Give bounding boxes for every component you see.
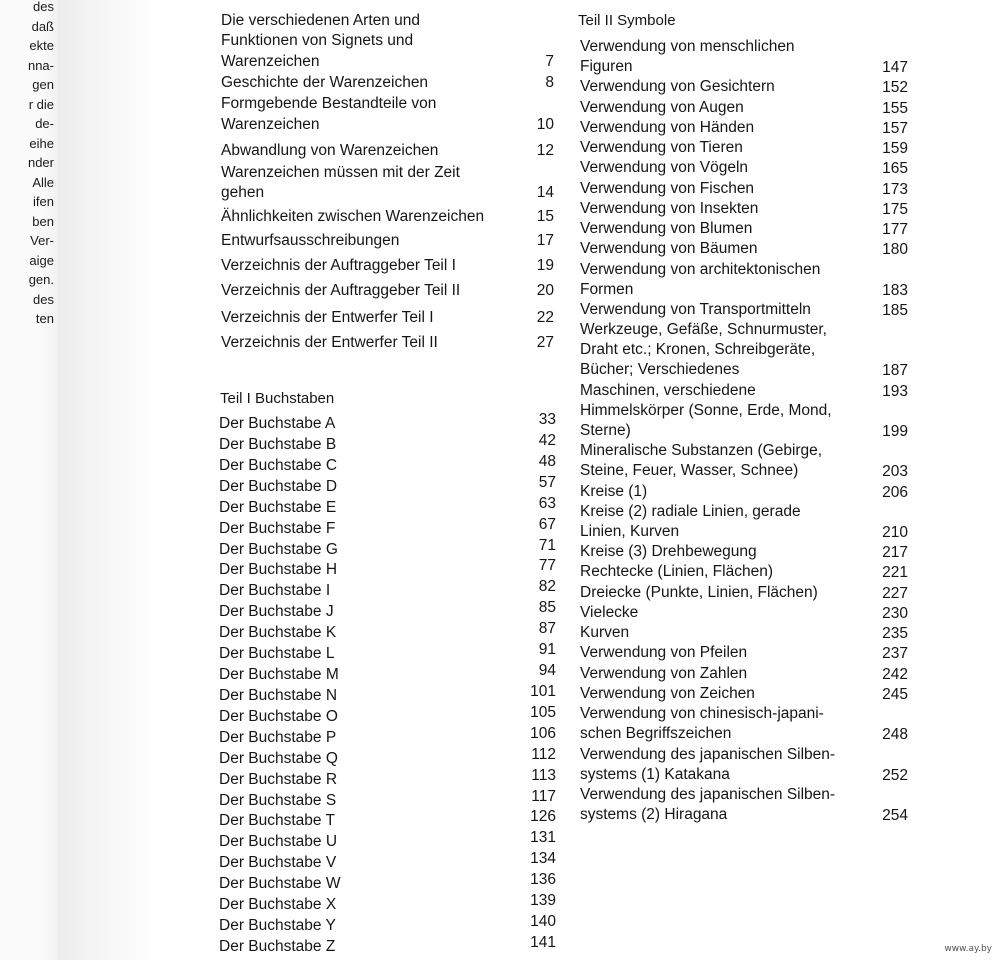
toc-entry-page: 227 bbox=[882, 584, 908, 602]
left-page-fragment: aige bbox=[29, 252, 54, 268]
toc-entry-title: Kreise (1) bbox=[580, 482, 648, 500]
toc-entry-title: Figuren bbox=[580, 58, 633, 76]
toc-entry-title: Kreise (3) Drehbewegung bbox=[580, 543, 757, 561]
toc-entry-page: 91 bbox=[538, 641, 556, 659]
toc-entry-page: 71 bbox=[538, 536, 556, 554]
toc-entry-title: Verzeichnis der Auftraggeber Teil II bbox=[221, 282, 461, 299]
toc-entry-page: 17 bbox=[536, 232, 554, 249]
toc-entry-title: Verwendung von Gesichtern bbox=[580, 78, 775, 96]
toc-entry-page: 131 bbox=[530, 829, 556, 847]
toc-entry-title: Verwendung von Transportmitteln bbox=[580, 300, 811, 318]
toc-entry-title: Verzeichnis der Entwerfer Teil I bbox=[221, 309, 434, 326]
toc-entry-title: Der Buchstabe X bbox=[219, 896, 337, 914]
toc-entry-page: 106 bbox=[530, 724, 556, 742]
toc-entry-page: 165 bbox=[882, 160, 908, 178]
toc-entry-title: Der Buchstabe B bbox=[219, 435, 337, 453]
toc-entry-title: Verwendung des japanischen Silben- bbox=[580, 785, 836, 803]
toc-entry-title: Der Buchstabe J bbox=[219, 603, 334, 621]
toc-entry-title: Verwendung des japanischen Silben- bbox=[580, 745, 836, 763]
toc-entry-page: 27 bbox=[536, 334, 554, 351]
toc-entry-title: Himmelskörper (Sonne, Erde, Mond, bbox=[580, 401, 832, 419]
left-page-fragment: daß bbox=[31, 18, 54, 34]
toc-entry-page: 101 bbox=[530, 682, 556, 700]
left-page-fragment: nder bbox=[27, 155, 54, 170]
toc-entry-page: 22 bbox=[536, 309, 554, 326]
left-page-fragment: r die bbox=[28, 96, 54, 112]
toc-entry-title: Verzeichnis der Entwerfer Teil II bbox=[221, 334, 438, 351]
toc-entry-title: Der Buchstabe C bbox=[219, 456, 338, 474]
toc-entry-page: 117 bbox=[531, 787, 556, 805]
toc-entry-title: Der Buchstabe H bbox=[219, 561, 338, 579]
toc-entry-page: 20 bbox=[536, 282, 554, 299]
toc-entry-page: 175 bbox=[882, 200, 908, 218]
toc-entry-title: Verwendung von Zahlen bbox=[580, 664, 748, 682]
toc-entry-page: 237 bbox=[882, 645, 908, 663]
toc-entry-page: 77 bbox=[538, 557, 556, 575]
toc-entry-title: Der Buchstabe T bbox=[219, 812, 336, 830]
toc-entry-page: 180 bbox=[882, 241, 908, 259]
toc-entry-title: Verzeichnis der Auftraggeber Teil I bbox=[221, 257, 456, 274]
left-page-fragment: Ver- bbox=[30, 233, 54, 248]
toc-entry-title: Der Buchstabe Z bbox=[219, 938, 336, 955]
toc-entry-page: 136 bbox=[530, 871, 556, 889]
toc-entry-page: 185 bbox=[882, 301, 908, 319]
toc-entry-title: Der Buchstabe Q bbox=[219, 749, 338, 767]
toc-entry-title: systems (2) Hiragana bbox=[580, 806, 728, 823]
toc-entry-title: Werkzeuge, Gefäße, Schnurmuster, bbox=[580, 321, 827, 339]
toc-entry-title: Kurven bbox=[580, 624, 630, 642]
toc-entry-title: Vielecke bbox=[580, 603, 639, 621]
toc-entry-page: 141 bbox=[530, 934, 556, 951]
toc-entry-page: 252 bbox=[882, 766, 908, 784]
toc-entry-title: Der Buchstabe L bbox=[219, 645, 335, 663]
toc-entry-page: 147 bbox=[882, 59, 908, 77]
toc-entry-page: 19 bbox=[536, 257, 554, 274]
toc-entry-title: Verwendung von Pfeilen bbox=[580, 644, 748, 662]
toc-entry-page: 12 bbox=[536, 142, 554, 159]
toc-entry-title: Verwendung von Händen bbox=[580, 118, 755, 136]
toc-entry-title: schen Begriffszeichen bbox=[580, 725, 732, 743]
toc-entry-title: gehen bbox=[221, 184, 265, 201]
toc-entry-page: 155 bbox=[882, 99, 908, 117]
toc-entry-page: 14 bbox=[536, 184, 554, 201]
left-page-fragment: eihe bbox=[29, 135, 54, 151]
toc-entry-title: Der Buchstabe I bbox=[219, 582, 331, 600]
toc-entry-title: Bücher; Verschiedenes bbox=[580, 361, 740, 379]
toc-entry-title: Warenzeichen bbox=[221, 116, 320, 133]
toc-entry-page: 206 bbox=[882, 483, 908, 501]
toc-entry-title: Der Buchstabe R bbox=[219, 770, 338, 788]
book-gutter bbox=[58, 0, 154, 960]
toc-entry-title: Verwendung von Vögeln bbox=[580, 159, 749, 177]
toc-entry-title: Der Buchstabe K bbox=[219, 624, 337, 642]
toc-entry-title: Der Buchstabe P bbox=[219, 728, 337, 746]
toc-entry-page: 242 bbox=[882, 665, 908, 683]
toc-entry-title: systems (1) Katakana bbox=[580, 765, 730, 783]
toc-entry-title: Verwendung von Blumen bbox=[580, 220, 753, 238]
toc-entry-title: Warenzeichen müssen mit der Zeit bbox=[221, 164, 460, 181]
toc-entry-title: Maschinen, verschiedene bbox=[580, 381, 756, 399]
toc-entry-page: 87 bbox=[538, 620, 556, 638]
toc-entry-page: 42 bbox=[538, 431, 556, 449]
toc-entry-page: 254 bbox=[882, 807, 908, 824]
toc-entry-title: Der Buchstabe F bbox=[219, 519, 336, 537]
toc-entry-page: 157 bbox=[882, 119, 908, 137]
toc-entry-page: 63 bbox=[538, 494, 556, 512]
left-page-fragment: nna- bbox=[27, 57, 54, 73]
toc-entry-title: Verwendung von chinesisch-japani- bbox=[580, 705, 824, 723]
toc-entry-title: Der Buchstabe O bbox=[219, 707, 338, 725]
toc-entry-title: Der Buchstabe E bbox=[219, 498, 337, 516]
toc-entry-title: Ähnlichkeiten zwischen Warenzeichen bbox=[221, 208, 485, 225]
toc-entry-page: 245 bbox=[882, 685, 908, 703]
toc-entry-page: 187 bbox=[882, 362, 908, 380]
toc-entry-title: Der Buchstabe D bbox=[219, 477, 338, 495]
toc-entry-page: 48 bbox=[538, 452, 556, 470]
toc-entry-page: 10 bbox=[536, 116, 554, 133]
left-page-edge bbox=[0, 0, 58, 960]
toc-entry-title: Entwurfsausschreibungen bbox=[221, 232, 400, 249]
toc-entry-title: Formgebende Bestandteile von bbox=[221, 95, 437, 112]
toc-entry-page: 134 bbox=[530, 850, 556, 868]
left-page-fragment: des bbox=[33, 291, 54, 307]
toc-entry-page: 85 bbox=[538, 599, 556, 617]
toc-entry-page: 193 bbox=[882, 382, 908, 400]
toc-entry-page: 113 bbox=[531, 766, 556, 784]
toc-entry-title: Der Buchstabe V bbox=[219, 854, 337, 872]
toc-entry-title: Draht etc.; Kronen, Schreibgeräte, bbox=[580, 341, 816, 359]
toc-entry-page: 33 bbox=[538, 411, 556, 428]
toc-entry-page: 15 bbox=[536, 208, 554, 225]
left-page-fragment: ekte bbox=[29, 38, 54, 53]
toc-entry-page: 183 bbox=[882, 281, 908, 299]
toc-entry-title: Verwendung von menschlichen bbox=[580, 38, 795, 55]
watermark: www.ay.by bbox=[944, 944, 992, 954]
toc-entry-title: Der Buchstabe U bbox=[219, 833, 338, 851]
toc-entry-title: Geschichte der Warenzeichen bbox=[221, 74, 429, 91]
toc-entry-page: 105 bbox=[530, 703, 556, 721]
toc-entry-page: 57 bbox=[538, 473, 556, 491]
toc-entry-title: Verwendung von Bäumen bbox=[580, 240, 758, 258]
toc-entry-page: 159 bbox=[882, 140, 908, 158]
toc-entry-page: 112 bbox=[531, 745, 556, 763]
toc-entry-title: Abwandlung von Warenzeichen bbox=[221, 142, 439, 159]
left-page-fragment: gen. bbox=[28, 272, 54, 287]
toc-entry-title: Sterne) bbox=[580, 422, 631, 439]
toc-entry-page: 210 bbox=[882, 523, 908, 541]
toc-entry-title: Dreiecke (Punkte, Linien, Flächen) bbox=[580, 583, 818, 601]
toc-entry-page: 152 bbox=[882, 79, 908, 97]
toc-entry-page: 139 bbox=[530, 892, 556, 910]
toc-entry-page: 235 bbox=[882, 625, 908, 643]
toc-entry-title: Verwendung von Tieren bbox=[580, 139, 743, 157]
toc-entry-title: Linien, Kurven bbox=[580, 522, 680, 540]
toc-entry-page: 7 bbox=[545, 53, 554, 70]
toc-entry-title: Formen bbox=[580, 280, 634, 298]
toc-entry-title: Der Buchstabe A bbox=[219, 415, 336, 432]
toc-entry-page: 140 bbox=[530, 913, 556, 931]
left-page-fragment: Alle bbox=[32, 174, 54, 190]
toc-entry-title: Die verschiedenen Arten und bbox=[221, 12, 421, 29]
toc-entry-page: 173 bbox=[882, 180, 908, 198]
toc-entry-title: Verwendung von Insekten bbox=[580, 199, 759, 217]
toc-entry-title: Der Buchstabe M bbox=[219, 666, 339, 684]
toc-entry-page: 203 bbox=[882, 463, 908, 481]
toc-entry-page: 221 bbox=[882, 564, 908, 582]
toc-entry-page: 177 bbox=[882, 221, 908, 239]
toc-entry-page: 67 bbox=[538, 515, 556, 533]
toc-entry-title: Verwendung von architektonischen bbox=[580, 260, 821, 278]
toc-entry-title: Mineralische Substanzen (Gebirge, bbox=[580, 442, 823, 460]
toc-entry-page: 199 bbox=[882, 423, 908, 440]
toc-entry-title: Verwendung von Zeichen bbox=[580, 684, 755, 702]
toc-entry-title: Der Buchstabe S bbox=[219, 791, 337, 809]
toc-entry-title: Warenzeichen bbox=[221, 53, 320, 70]
toc-entry-title: Steine, Feuer, Wasser, Schnee) bbox=[580, 462, 799, 480]
toc-entry-page: 126 bbox=[530, 808, 556, 826]
left-page-fragment: des bbox=[33, 0, 54, 14]
section-heading-part2: Teil II Symbole bbox=[578, 12, 676, 29]
toc-entry-page: 248 bbox=[882, 726, 908, 744]
toc-entry-title: Kreise (2) radiale Linien, gerade bbox=[580, 502, 801, 520]
toc-entry-title: Der Buchstabe Y bbox=[219, 917, 336, 935]
toc-entry-title: Verwendung von Fischen bbox=[580, 179, 755, 197]
toc-entry-title: Verwendung von Augen bbox=[580, 98, 744, 116]
toc-entry-title: Der Buchstabe N bbox=[219, 686, 338, 704]
toc-entry-title: Der Buchstabe W bbox=[219, 875, 341, 893]
left-page-fragment: ifen bbox=[33, 194, 54, 209]
toc-entry-title: Funktionen von Signets und bbox=[221, 32, 414, 49]
toc-entry-title: Der Buchstabe G bbox=[219, 540, 338, 558]
toc-entry-page: 94 bbox=[538, 662, 556, 680]
toc-entry-page: 82 bbox=[538, 578, 556, 596]
toc-entry-page: 230 bbox=[882, 604, 908, 622]
left-page-fragment: ten bbox=[35, 311, 54, 326]
toc-entry-title: Rechtecke (Linien, Flächen) bbox=[580, 563, 773, 581]
section-heading-part1: Teil I Buchstaben bbox=[220, 390, 335, 407]
toc-entry-page: 217 bbox=[882, 544, 908, 562]
toc-entry-page: 8 bbox=[545, 74, 554, 91]
left-page-fragment: ben bbox=[32, 213, 54, 229]
left-page-fragment: de- bbox=[35, 116, 54, 131]
left-page-fragment: gen bbox=[32, 77, 54, 92]
